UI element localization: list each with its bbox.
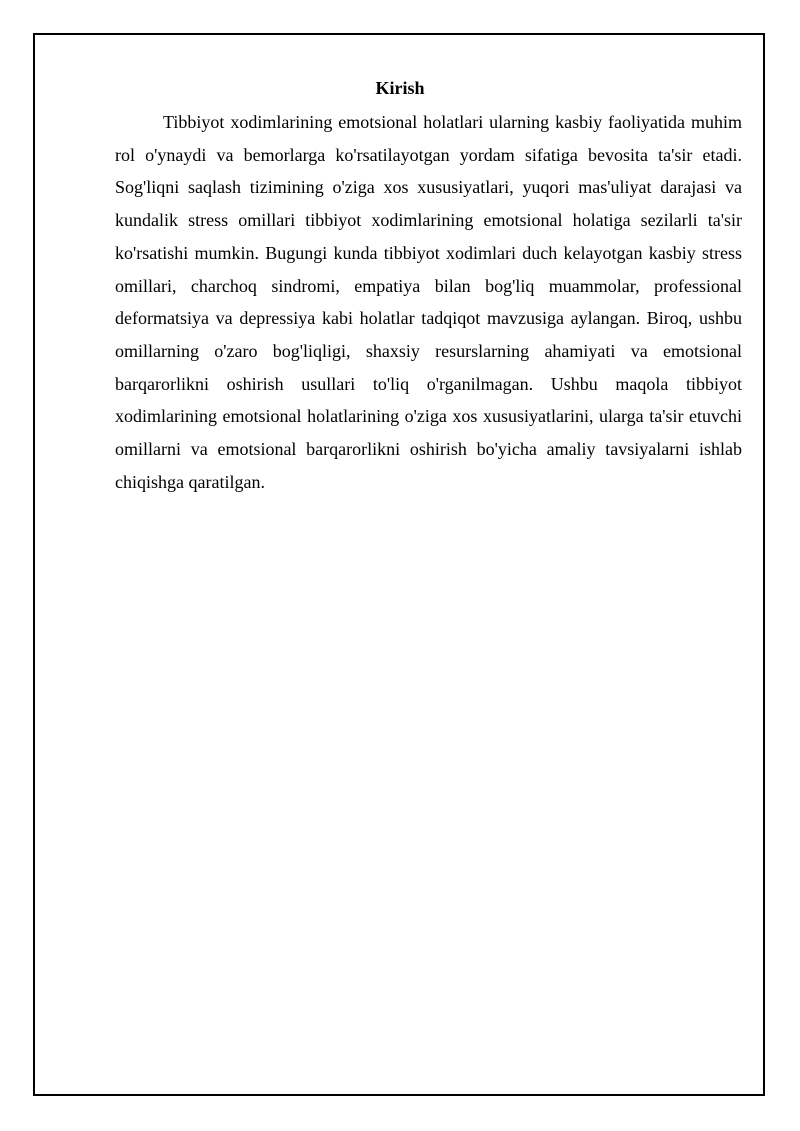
body-paragraph: Tibbiyot xodimlarining emotsional holatlari ularning kasbiy faoliyatida muhim rol o'ynaydi va bemorlarga ko'rsatilayotgan yordam sifatiga bevosita ta'sir etadi. Sog'liqni saqlash tizimining o'ziga xos xususiyatlari, yuqori mas'uliyat darajasi va kundalik stress omillari tibbiyot xodimlarining emotsional holatiga sezilarli ta'sir ko'rsatishi mumkin. Bugungi kunda tibbiyot xodimlari duch kelayotgan kasbiy stress omillari, charchoq sindromi, empatiya bilan bog'liq muammolar, professional deformatsiya va depressiya kabi holatlar tadqiqot mavzusiga aylangan. Biroq, ushbu omillarning o'zaro bog'liqligi, shaxsiy resurslarning ahamiyati va emotsional barqarorlikni oshirish usullari to'liq o'rganilmagan. Ushbu maqola tibbiyot xodimlarining emotsional holatlarining o'ziga xos xususiyatlarini, ularga ta'sir etuvchi omillarni va emotsional barqarorlikni oshirish bo'yicha amaliy tavsiyalarni ishlab chiqishga qaratilgan. xyxy=(115,112,742,492)
section-heading: Kirish xyxy=(375,78,425,98)
